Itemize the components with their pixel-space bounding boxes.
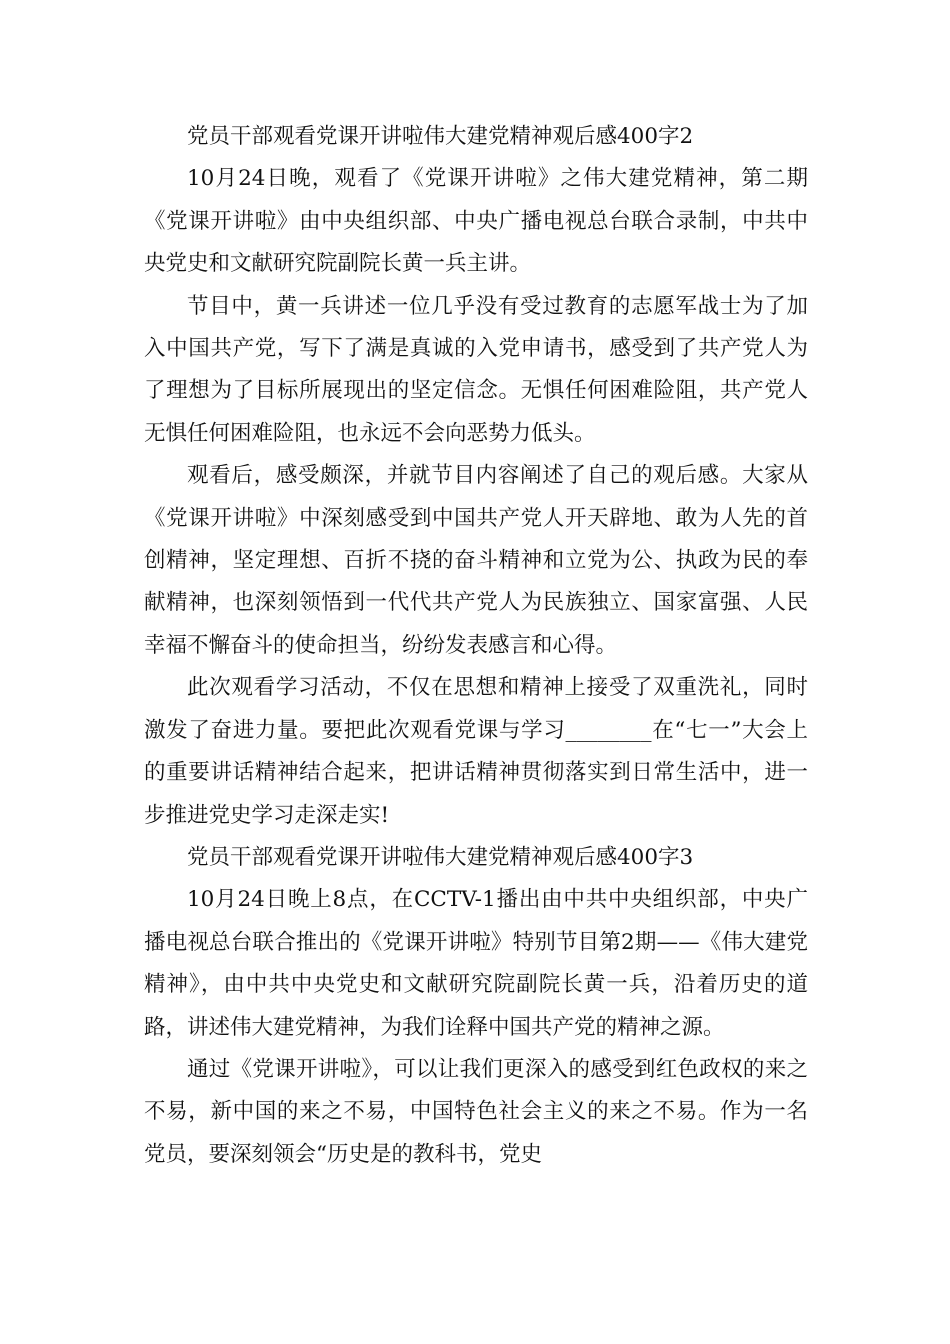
section-heading-3: 党员干部观看党课开讲啦伟大建党精神观后感400字3	[187, 844, 694, 870]
document-body	[144, 116, 808, 1176]
paragraph: 通过《党课开讲啦》，可以让我们更深入的感受到红色政权的来之不易，新中国的来之不易，中国特色社会主义的来之不易。作为一名党员，要深刻领会“历史是的教科书，党史	[144, 1056, 808, 1167]
paragraph: 观看后，感受颇深，并就节目内容阐述了自己的观后感。大家从《党课开讲啦》中深刻感受到中国共产党人开天辟地、敢为人先的首创精神，坚定理想、百折不挠的奋斗精神和立党为公、执政为民的奉献精神，也深刻领悟到一代代共产党人为民族独立、国家富强、人民幸福不懈奋斗的使命担当，纷纷发表感言和心得。	[144, 463, 808, 658]
section-heading-2: 党员干部观看党课开讲啦伟大建党精神观后感400字2	[187, 124, 694, 149]
paragraph: 此次观看学习活动，不仅在思想和精神上接受了双重洗礼，同时激发了奋进力量。要把此次观看党课与学习________在“七一”大会上的重要讲话精神结合起来，把讲话精神贯彻落实到日常生活中，进一步推进党史学习走深走实!	[144, 675, 808, 828]
paragraph: 10月24日晚，观看了《党课开讲啦》之伟大建党精神，第二期《党课开讲啦》由中央组织部、中央广播电视总台联合录制，中共中央党史和文献研究院副院长黄一兵主讲。	[144, 166, 808, 277]
paragraph: 10月24日晚上8点，在CCTV-1播出由中共中央组织部，中央广播电视总台联合推出的《党课开讲啦》特别节目第2期——《伟大建党精神》，由中共中央党史和文献研究院副院长黄一兵，沿着历史的道路，讲述伟大建党精神，为我们诠释中国共产党的精神之源。	[144, 887, 808, 1040]
paragraph: 节目中，黄一兵讲述一位几乎没有受过教育的志愿军战士为了加入中国共产党，写下了满是真诚的入党申请书，感受到了共产党人为了理想为了目标所展现出的坚定信念。无惧任何困难险阻，共产党人无惧任何困难险阻，也永远不会向恶势力低头。	[144, 293, 808, 446]
